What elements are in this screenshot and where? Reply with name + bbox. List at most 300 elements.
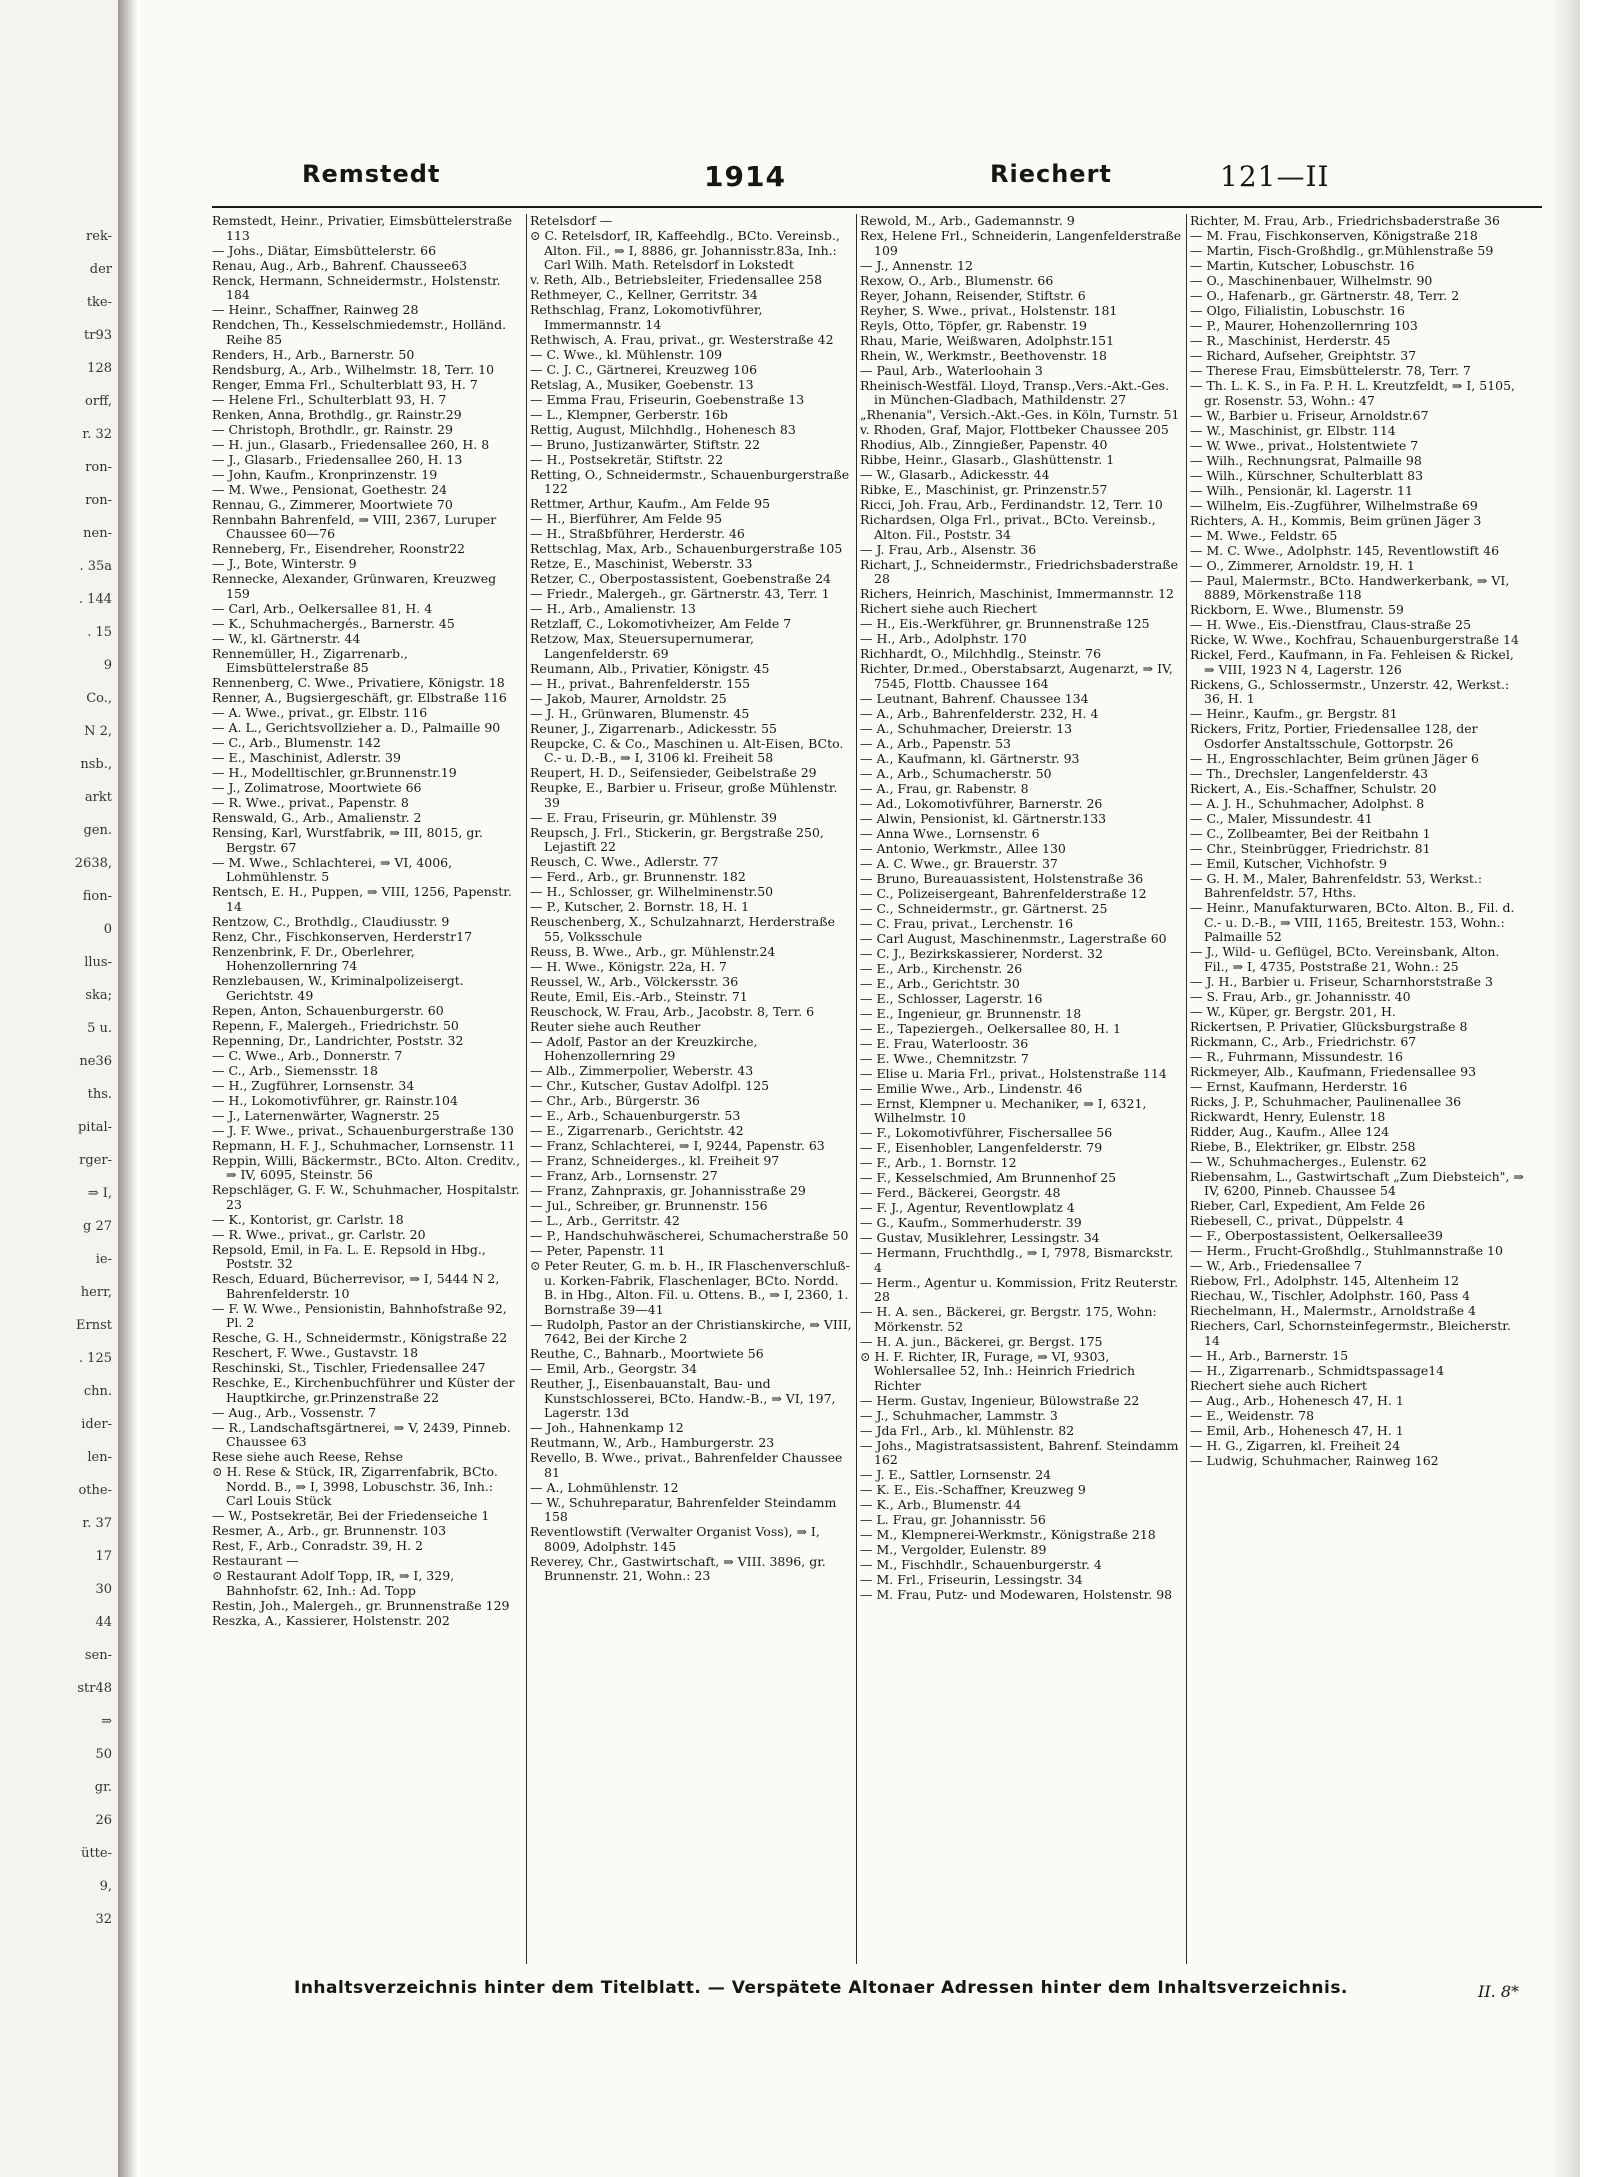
- directory-entry: Rentzow, C., Brothdlg., Claudiusstr. 9: [212, 913, 450, 929]
- directory-entry: — Adolf, Pastor an der Kreuzkirche, Hohenzollernring 29: [530, 1033, 758, 1063]
- directory-entry: Reupke, E., Barbier u. Friseur, große Mühlenstr. 39: [530, 780, 838, 810]
- directory-entry: Reuschenberg, X., Schulzahnarzt, Herderstraße 55, Volksschule: [530, 914, 835, 944]
- directory-entry: — E. Frau, Friseurin, gr. Mühlenstr. 39: [530, 809, 777, 825]
- directory-entry: — J. E., Sattler, Lornsenstr. 24: [860, 1467, 1052, 1482]
- directory-entry: Rennecke, Alexander, Grünwaren, Kreuzweg 159: [212, 571, 497, 601]
- directory-entry: — W., Postsekretär, Bei der Friedenseiche 1: [212, 1508, 490, 1523]
- directory-entry: — Christoph, Brothdlr., gr. Rainstr. 29: [212, 421, 453, 437]
- directory-entry: Retzow, Max, Steuersupernumerar, Langenfelderstr. 69: [530, 631, 754, 661]
- directory-entry: — H. A. sen., Bäckerei, gr. Bergstr. 175, Wohn: Mörkenstr. 52: [860, 1304, 1157, 1334]
- directory-entry: — W., Küper, gr. Bergstr. 201, H.: [1190, 1003, 1396, 1019]
- directory-entry: — C. Frau, privat., Lerchenstr. 16: [860, 915, 1074, 931]
- directory-entry: — C. J. C., Gärtnerei, Kreuzweg 106: [530, 361, 758, 377]
- facing-page-fragment: gen.: [83, 823, 112, 838]
- directory-entry: — Heinr., Manufakturwaren, BCto. Alton. B., Fil. d. C.- u. D.-B., ⇒ VIII, 1165, Breitestr. 153, Wohn.: Palmaille 52: [1190, 900, 1515, 944]
- directory-entry: Rickel, Ferd., Kaufmann, in Fa. Fehleisen & Rickel, ⇒ VIII, 1923 N 4, Lagerstr. 126: [1190, 647, 1514, 677]
- directory-entry: Reupert, H. D., Seifensieder, Geibelstraße 29: [530, 765, 817, 780]
- directory-entry: Reuther, J., Eisenbauanstalt, Bau- und Kunstschlosserei, BCto. Handw.-B., ⇒ VI, 197, Lagerstr. 13d: [530, 1376, 836, 1420]
- directory-entry: — J. Frau, Arb., Alsenstr. 36: [860, 541, 1037, 557]
- facing-page-fragment: r. 32: [82, 427, 112, 442]
- directory-entry: — A., Schuhmacher, Dreierstr. 13: [860, 720, 1073, 736]
- directory-entry: — H., Schlosser, gr. Wilhelminenstr.50: [530, 884, 774, 899]
- facing-page-fragment: ider-: [81, 1417, 112, 1432]
- directory-entry: Repmann, H. F. J., Schuhmacher, Lornsenstr. 11: [212, 1137, 516, 1153]
- facing-page-fragment: tr93: [84, 328, 112, 343]
- directory-entry: Reutmann, W., Arb., Hamburgerstr. 23: [530, 1435, 775, 1450]
- directory-entry: Rickmann, C., Arb., Friedrichstr. 67: [1190, 1033, 1417, 1049]
- directory-entry: — Chr., Kutscher, Gustav Adolfpl. 125: [530, 1078, 770, 1093]
- directory-entry: — J., Bote, Winterstr. 9: [212, 556, 357, 571]
- directory-entry: — C., Maler, Missundestr. 41: [1190, 810, 1373, 826]
- directory-entry: Richter, M. Frau, Arb., Friedrichsbaderstraße 36: [1190, 214, 1501, 228]
- directory-entry: — Jul., Schreiber, gr. Brunnenstr. 156: [530, 1198, 768, 1213]
- directory-entry: Riechers, Carl, Schornsteinfegermstr., Bleicherstr. 14: [1190, 1318, 1511, 1348]
- directory-entry: — H., privat., Bahrenfelderstr. 155: [530, 675, 751, 691]
- directory-entry: Reute, Emil, Eis.-Arb., Steinstr. 71: [530, 988, 748, 1004]
- facing-page-fragment: str48: [77, 1681, 112, 1696]
- directory-entry: Riebe, B., Elektriker, gr. Elbstr. 258: [1190, 1138, 1416, 1154]
- directory-entry: — F., Oberpostassistent, Oelkersallee39: [1190, 1228, 1443, 1243]
- directory-entry: Richhardt, O., Milchhdlg., Steinstr. 76: [860, 646, 1102, 661]
- header-rule: [212, 206, 1542, 208]
- directory-entry: Reuss, B. Wwe., Arb., gr. Mühlenstr.24: [530, 943, 776, 959]
- directory-entry: Rickert, A., Eis.-Schaffner, Schulstr. 20: [1190, 780, 1437, 796]
- directory-entry: — H., Bierführer, Am Felde 95: [530, 511, 723, 526]
- directory-entry: — Emil, Kutscher, Vichhofstr. 9: [1190, 855, 1387, 871]
- column-divider: [526, 214, 527, 1964]
- directory-entry: — K., Schuhmachergés., Barnerstr. 45: [212, 615, 455, 631]
- facing-page-fragment: der: [89, 262, 112, 277]
- running-head-first-entry: Remstedt: [302, 160, 441, 188]
- directory-entry: — H. A. jun., Bäckerei, gr. Bergst. 175: [860, 1333, 1103, 1349]
- directory-entry: — Wilhelm, Eis.-Zugführer, Wilhelmstraße 69: [1190, 497, 1478, 513]
- directory-entry: Riechelmann, H., Malermstr., Arnoldstraße 4: [1190, 1303, 1476, 1318]
- directory-entry: ⊙ C. Retelsdorf, IR, Kaffeehdlg., BCto. Vereinsb., Alton. Fil., ⇒ I, 8886, gr. Johannisstr.83a, Inh.: Carl Wilh. Math. Retelsdorf in Lokstedt: [530, 228, 840, 272]
- directory-entry: Richardsen, Olga Frl., privat., BCto. Vereinsb., Alton. Fil., Poststr. 34: [860, 512, 1156, 542]
- directory-entry: — Ernst, Kaufmann, Herderstr. 16: [1190, 1078, 1408, 1094]
- directory-entry: Rest, F., Arb., Conradstr. 39, H. 2: [212, 1538, 423, 1553]
- facing-page-fragment: r. 37: [82, 1516, 112, 1531]
- column-1: [212, 214, 522, 1974]
- directory-entry: Rennemüller, H., Zigarrenarb., Eimsbüttelerstraße 85: [212, 645, 408, 675]
- directory-entry: — W., Maschinist, gr. Elbstr. 114: [1190, 422, 1396, 438]
- directory-entry: — G., Kaufm., Sommerhuderstr. 39: [860, 1215, 1082, 1230]
- facing-page-fragment: rger-: [79, 1153, 112, 1168]
- directory-entry: Reschinski, St., Tischler, Friedensallee 247: [212, 1360, 486, 1375]
- directory-entry: v. Rhoden, Graf, Major, Flottbeker Chaussee 205: [860, 422, 1169, 437]
- facing-page-fragment: chn.: [83, 1384, 112, 1399]
- directory-entry: — E., Schlosser, Lagerstr. 16: [860, 990, 1043, 1006]
- directory-entry: — J. F. Wwe., privat., Schauenburgerstraße 130: [212, 1122, 514, 1138]
- directory-entry: Rhodius, Alb., Zinngießer, Papenstr. 40: [860, 437, 1108, 452]
- directory-entry: ⊙ Restaurant Adolf Topp, IR, ⇒ I, 329, Bahnhofstr. 62, Inh.: Ad. Topp: [212, 1568, 455, 1598]
- directory-entry: — Bruno, Justizanwärter, Stiftstr. 22: [530, 436, 761, 452]
- facing-page-fragment: ütte-: [81, 1846, 112, 1861]
- directory-entry: — Th., Drechsler, Langenfelderstr. 43: [1190, 765, 1429, 781]
- directory-entry: — M., Vergolder, Eulenstr. 89: [860, 1542, 1047, 1557]
- directory-entry: — J., Zolimatrose, Moortwiete 66: [212, 780, 422, 795]
- directory-entry: — Richard, Aufseher, Greiphtstr. 37: [1190, 348, 1417, 363]
- directory-entry: — J., Schuhmacher, Lammstr. 3: [860, 1407, 1058, 1423]
- directory-entry: — Martin, Kutscher, Lobuschstr. 16: [1190, 258, 1415, 273]
- directory-entry: — Chr., Steinbrügger, Friedrichstr. 81: [1190, 840, 1431, 856]
- directory-entry: — Carl, Arb., Oelkersallee 81, H. 4: [212, 600, 433, 616]
- directory-entry: Riechert siehe auch Richert: [1190, 1377, 1367, 1393]
- directory-entry: Ridder, Aug., Kaufm., Allee 124: [1190, 1123, 1390, 1139]
- facing-page-fragment: Co.,: [86, 691, 112, 706]
- directory-entry: — Ludwig, Schuhmacher, Rainweg 162: [1190, 1452, 1439, 1468]
- directory-entry: — A. Wwe., privat., gr. Elbstr. 116: [212, 705, 428, 720]
- directory-entry: Restin, Joh., Malergeh., gr. Brunnenstraße 129: [212, 1597, 510, 1613]
- directory-entry: — O., Hafenarb., gr. Gärtnerstr. 48, Terr. 2: [1190, 288, 1460, 303]
- directory-entry: Renzenbrink, F. Dr., Oberlehrer, Hohenzollernring 74: [212, 943, 415, 973]
- directory-entry: — E., Maschinist, Adlerstr. 39: [212, 750, 401, 765]
- directory-entry: — Franz, Schlachterei, ⇒ I, 9244, Papenstr. 63: [530, 1138, 825, 1153]
- directory-entry: Rethwisch, A. Frau, privat., gr. Westerstraße 42: [530, 331, 834, 347]
- directory-entry: — Paul, Malermstr., BCto. Handwerkerbank, ⇒ VI, 8889, Mörkenstraße 118: [1190, 572, 1510, 602]
- facing-page-fragment: Ernst: [76, 1318, 112, 1333]
- facing-page-fragment: 9: [103, 658, 112, 673]
- directory-entry: Renger, Emma Frl., Schulterblatt 93, H. 7: [212, 376, 478, 392]
- directory-entry: Riebesell, C., privat., Düppelstr. 4: [1190, 1213, 1404, 1228]
- facing-page-fragment: fion-: [82, 889, 112, 904]
- directory-entry: — Johs., Magistratsassistent, Bahrenf. Steindamm 162: [860, 1437, 1179, 1467]
- facing-page-fragment: gr.: [94, 1780, 112, 1795]
- directory-entry: Richart, J., Schneidermstr., Friedrichsbaderstraße 28: [860, 556, 1178, 586]
- directory-entry: Repsold, Emil, in Fa. L. E. Repsold in Hbg., Poststr. 32: [212, 1241, 486, 1271]
- directory-entry: Rhau, Marie, Weißwaren, Adolphstr.151: [860, 332, 1115, 348]
- directory-entry: — E. Wwe., Chemnitzstr. 7: [860, 1050, 1029, 1066]
- directory-entry: — C. Wwe., Arb., Donnerstr. 7: [212, 1047, 403, 1063]
- directory-entry: Reyer, Johann, Reisender, Stiftstr. 6: [860, 287, 1086, 303]
- directory-entry: Reumann, Alb., Privatier, Königstr. 45: [530, 660, 770, 676]
- directory-entry: Renner, A., Bugsiergeschäft, gr. Elbstraße 116: [212, 690, 507, 705]
- directory-entry: — Bruno, Bureauassistent, Holstenstraße 36: [860, 870, 1144, 886]
- directory-entry: ⊙ Peter Reuter, G. m. b. H., IR Flaschenverschluß- u. Korken-Fabrik, Flaschenlager, BCto. Nordd. B. in Hbg., Alton. Fil. u. Ottens. B., ⇒ I, 2360, 1. Bornstraße 39—41: [530, 1258, 850, 1317]
- directory-entry: Renken, Anna, Brothdlg., gr. Rainstr.29: [212, 406, 462, 422]
- directory-entry: Ribbe, Heinr., Glasarb., Glashüttenstr. 1: [860, 452, 1115, 467]
- directory-entry: Rickertsen, P. Privatier, Glücksburgstraße 8: [1190, 1018, 1468, 1034]
- directory-entry: Retzer, C., Oberpostassistent, Goebenstraße 24: [530, 571, 831, 586]
- directory-entry: — H. Wwe., Eis.-Dienstfrau, Claus-straße 25: [1190, 617, 1472, 632]
- directory-entry: Richters, A. H., Kommis, Beim grünen Jäger 3: [1190, 512, 1482, 528]
- directory-entry: — Rudolph, Pastor an der Christianskirche, ⇒ VIII, 7642, Bei der Kirche 2: [530, 1316, 852, 1346]
- directory-entry: — Jda Frl., Arb., kl. Mühlenstr. 82: [860, 1422, 1075, 1438]
- directory-entry: — E., Arb., Schauenburgerstr. 53: [530, 1108, 741, 1123]
- directory-entry: Riebensahm, L., Gastwirtschaft „Zum Diebsteich", ⇒ IV, 6200, Pinneb. Chaussee 54: [1190, 1168, 1524, 1198]
- facing-page-fragment: 0: [103, 922, 112, 937]
- directory-entry: Remstedt, Heinr., Privatier, Eimsbüttelerstraße 113: [212, 214, 513, 243]
- directory-entry: — F., Eisenhobler, Langenfelderstr. 79: [860, 1140, 1103, 1155]
- directory-entry: — H., Arb., Amalienstr. 13: [530, 601, 696, 616]
- directory-entry: Retslag, A., Musiker, Goebenstr. 13: [530, 376, 754, 392]
- directory-entry: — E., Arb., Kirchenstr. 26: [860, 960, 1023, 976]
- directory-entry: Rethschlag, Franz, Lokomotivführer, Immermannstr. 14: [530, 302, 763, 332]
- directory-entry: Reuter siehe auch Reuther: [530, 1018, 701, 1034]
- directory-entry: — Herm. Gustav, Ingenieur, Bülowstraße 22: [860, 1392, 1140, 1408]
- directory-entry: — K. E., Eis.-Schaffner, Kreuzweg 9: [860, 1482, 1086, 1497]
- directory-entry: Reupsch, J. Frl., Stickerin, gr. Bergstraße 250, Lejastift 22: [530, 824, 824, 854]
- directory-entry: — J., Annenstr. 12: [860, 257, 973, 273]
- directory-entry: — Anna Wwe., Lornsenstr. 6: [860, 825, 1040, 841]
- column-2: [530, 214, 852, 1974]
- directory-entry: — Alb., Zimmerpolier, Weberstr. 43: [530, 1063, 754, 1078]
- directory-entry: Resmer, A., Arb., gr. Brunnenstr. 103: [212, 1523, 447, 1538]
- directory-entry: — Ad., Lokomotivführer, Barnerstr. 26: [860, 795, 1103, 811]
- directory-entry: Rheinisch-Westfäl. Lloyd, Transp.,Vers.-Akt.-Ges. in München-Gladbach, Mathildenstr. 27: [860, 377, 1170, 407]
- directory-entry: — H., Modelltischler, gr.Brunnenstr.19: [212, 765, 457, 780]
- directory-entry: — C. J., Bezirkskassierer, Norderst. 32: [860, 945, 1103, 961]
- directory-entry: Rese siehe auch Reese, Rehse: [212, 1449, 403, 1464]
- directory-entry: Rensing, Karl, Wurstfabrik, ⇒ III, 8015, gr. Bergstr. 67: [212, 825, 483, 855]
- directory-entry: — O., Zimmerer, Arnoldstr. 19, H. 1: [1190, 557, 1415, 573]
- facing-page-fragment: . 35a: [79, 559, 112, 574]
- facing-page-fragment: arkt: [84, 790, 112, 805]
- facing-page-fragment: len-: [87, 1450, 112, 1465]
- facing-page-fragment: 9,: [99, 1879, 112, 1894]
- directory-entry: — R., Landschaftsgärtnerei, ⇒ V, 2439, Pinneb. Chaussee 63: [212, 1419, 511, 1449]
- directory-entry: — Carl August, Maschinenmstr., Lagerstraße 60: [860, 930, 1167, 946]
- directory-entry: — M. Frau, Putz- und Modewaren, Holstenstr. 98: [860, 1587, 1173, 1602]
- directory-entry: — R., Fuhrmann, Missundestr. 16: [1190, 1048, 1403, 1064]
- facing-page-fragment: ron-: [85, 493, 112, 508]
- directory-entry: Resch, Eduard, Bücherrevisor, ⇒ I, 5444 N 2, Bahrenfelderstr. 10: [212, 1271, 500, 1301]
- directory-entry: — H. G., Zigarren, kl. Freiheit 24: [1190, 1437, 1401, 1453]
- directory-entry: — Herm., Agentur u. Kommission, Fritz Reuterstr. 28: [860, 1274, 1179, 1304]
- directory-entry: — F., Arb., 1. Bornstr. 12: [860, 1155, 1017, 1170]
- directory-entry: Revello, B. Wwe., privat., Bahrenfelder Chaussee 81: [530, 1450, 843, 1480]
- directory-entry: — F., Lokomotivführer, Fischersallee 56: [860, 1125, 1113, 1140]
- directory-entry: — W., Barbier u. Friseur, Arnoldstr.67: [1190, 407, 1429, 423]
- facing-page-fragment: ⇒ I,: [87, 1186, 112, 1201]
- directory-entry: — J., Glasarb., Friedensallee 260, H. 13: [212, 451, 463, 467]
- directory-entry: Rettmer, Arthur, Kaufm., Am Felde 95: [530, 496, 771, 511]
- directory-entry: Renzlebausen, W., Kriminalpolizeisergt. Gerichtstr. 49: [212, 973, 464, 1003]
- directory-entry: Resche, G. H., Schneidermstr., Königstraße 22: [212, 1330, 508, 1345]
- directory-entry: — W., kl. Gärtnerstr. 44: [212, 630, 361, 646]
- directory-entry: Reventlowstift (Verwalter Organist Voss), ⇒ I, 8009, Adolphstr. 145: [530, 1524, 820, 1554]
- facing-page-fragment: tke-: [86, 295, 112, 310]
- directory-entry: — A., Arb., Schumacherstr. 50: [860, 765, 1052, 781]
- directory-entry: — A., Frau, gr. Rabenstr. 8: [860, 780, 1029, 796]
- directory-entry: — A., Arb., Papenstr. 53: [860, 735, 1011, 751]
- facing-page-fragment: . 144: [78, 592, 112, 607]
- directory-entry: — A. J. H., Schuhmacher, Adolphst. 8: [1190, 795, 1425, 811]
- directory-entry: Retting, O., Schneidermstr., Schauenburgerstraße 122: [530, 466, 850, 496]
- directory-entry: Repschläger, G. F. W., Schuhmacher, Hospitalstr. 23: [212, 1182, 520, 1212]
- directory-entry: Rexow, O., Arb., Blumenstr. 66: [860, 272, 1054, 288]
- directory-entry: — E., Weidenstr. 78: [1190, 1407, 1315, 1423]
- facing-page-fragment: ⇒: [101, 1714, 112, 1729]
- directory-entry: — Gustav, Musiklehrer, Lessingstr. 34: [860, 1230, 1100, 1245]
- directory-entry: — J., Laternenwärter, Wagnerstr. 25: [212, 1107, 440, 1123]
- facing-page-fragment: nsb.,: [80, 757, 112, 772]
- directory-entry: Rettschlag, Max, Arb., Schauenburgerstraße 105: [530, 541, 843, 556]
- directory-entry: — M. Frl., Friseurin, Lessingstr. 34: [860, 1572, 1083, 1587]
- running-head-year: 1914: [704, 160, 786, 193]
- directory-entry: — C., Arb., Blumenstr. 142: [212, 735, 381, 750]
- directory-entry: — Heinr., Schaffner, Rainweg 28: [212, 302, 419, 317]
- directory-entry: — P., Handschuhwäscherei, Schumacherstraße 50: [530, 1228, 849, 1243]
- directory-entry: — Ferd., Arb., gr. Brunnenstr. 182: [530, 869, 746, 884]
- directory-entry: — J. H., Barbier u. Friseur, Scharnhorststraße 3: [1190, 973, 1493, 989]
- directory-entry: Reschert, F. Wwe., Gustavstr. 18: [212, 1345, 419, 1360]
- directory-entry: — L., Klempner, Gerberstr. 16b: [530, 406, 728, 422]
- directory-entry: — Johs., Diätar, Eimsbüttelerstr. 66: [212, 242, 437, 258]
- directory-entry: Rickwardt, Henry, Eulenstr. 18: [1190, 1108, 1386, 1124]
- directory-entry: — C., Schneidermstr., gr. Gärtnerst. 25: [860, 900, 1108, 916]
- directory-entry: — Leutnant, Bahrenf. Chaussee 134: [860, 690, 1089, 706]
- directory-entry: Rennau, G., Zimmerer, Moortwiete 70: [212, 496, 453, 512]
- facing-page-fragment: rek-: [86, 229, 112, 244]
- directory-entry: — Jakob, Maurer, Arnoldstr. 25: [530, 690, 727, 706]
- footer-note: Inhaltsverzeichnis hinter dem Titelblatt. — Verspätete Altonaer Adressen hinter dem Inhaltsverzeichnis.: [294, 1978, 1348, 1998]
- facing-page-fragment: pital-: [77, 1120, 112, 1135]
- directory-entry: Reupcke, C. & Co., Maschinen u. Alt-Eisen, BCto. C.- u. D.-B., ⇒ I, 3106 kl. Freiheit 58: [530, 735, 844, 765]
- facing-page-fragment: ths.: [87, 1087, 112, 1102]
- sheet-signature: II. 8*: [1478, 1982, 1519, 2001]
- directory-entry: — H., Zugführer, Lornsenstr. 34: [212, 1077, 415, 1093]
- facing-page-fragment: ie-: [95, 1252, 112, 1267]
- directory-entry: — C. Wwe., kl. Mühlenstr. 109: [530, 346, 723, 362]
- directory-entry: — M., Klempnerei-Werkmstr., Königstraße 218: [860, 1527, 1156, 1542]
- directory-entry: Restaurant —: [212, 1553, 299, 1568]
- directory-entry: Renders, H., Arb., Barnerstr. 50: [212, 346, 415, 362]
- directory-entry: — Chr., Arb., Bürgerstr. 36: [530, 1093, 701, 1108]
- facing-page-fragment: 17: [95, 1549, 112, 1564]
- facing-page-fragment: orff,: [85, 394, 112, 409]
- directory-entry: — E., Ingenieur, gr. Brunnenstr. 18: [860, 1005, 1082, 1021]
- directory-entry: Repenning, Dr., Landrichter, Poststr. 32: [212, 1032, 464, 1048]
- directory-entry: — W., Schuhreparatur, Bahrenfelder Steindamm 158: [530, 1494, 837, 1524]
- directory-entry: Rennenberg, C. Wwe., Privatiere, Königstr. 18: [212, 675, 505, 690]
- directory-entry: — H., Postsekretär, Stiftstr. 22: [530, 451, 724, 467]
- directory-entry: Renck, Hermann, Schneidermstr., Holstenstr. 184: [212, 272, 501, 302]
- directory-entry: Reuthe, C., Bahnarb., Moortwiete 56: [530, 1346, 764, 1361]
- directory-entry: Richter, Dr.med., Oberstabsarzt, Augenarzt, ⇒ IV, 7545, Flottb. Chaussee 164: [860, 661, 1173, 691]
- directory-entry: — R. Wwe., privat., gr. Carlstr. 20: [212, 1226, 426, 1242]
- directory-entry: — E., Arb., Gerichtstr. 30: [860, 975, 1020, 991]
- directory-entry: — A., Arb., Bahrenfelderstr. 232, H. 4: [860, 705, 1099, 721]
- directory-entry: — Therese Frau, Eimsbüttelerstr. 78, Terr. 7: [1190, 363, 1471, 378]
- directory-entry: — W., Arb., Friedensallee 7: [1190, 1258, 1363, 1273]
- directory-entry: — H., Zigarrenarb., Schmidtspassage14: [1190, 1362, 1445, 1378]
- book-gutter: [118, 0, 138, 2177]
- directory-entry: Rickens, G., Schlossermstr., Unzerstr. 42, Werkst.: 36, H. 1: [1190, 676, 1510, 706]
- directory-entry: Renneberg, Fr., Eisendreher, Roonstr22: [212, 541, 466, 556]
- column-4: [1190, 214, 1525, 1974]
- directory-entry: — Paul, Arb., Waterloohain 3: [860, 362, 1043, 378]
- facing-page-fragment: nen-: [83, 526, 112, 541]
- directory-entry: — Emil, Arb., Georgstr. 34: [530, 1361, 698, 1376]
- directory-entry: — K., Kontorist, gr. Carlstr. 18: [212, 1211, 404, 1227]
- directory-entry: — M. Wwe., Feldstr. 65: [1190, 527, 1338, 543]
- directory-entry: — L. Frau, gr. Johannisstr. 56: [860, 1512, 1046, 1527]
- facing-page-fragment: 26: [95, 1813, 112, 1828]
- directory-entry: Rethmeyer, C., Kellner, Gerritstr. 34: [530, 287, 758, 302]
- directory-entry: — Herm., Frucht-Großhdlg., Stuhlmannstraße 10: [1190, 1243, 1503, 1258]
- directory-entry: — R. Wwe., privat., Papenstr. 8: [212, 795, 409, 810]
- directory-entry: — Emilie Wwe., Arb., Lindenstr. 46: [860, 1080, 1083, 1096]
- facing-page-fragment: . 15: [87, 625, 112, 640]
- directory-entry: — John, Kaufm., Kronprinzenstr. 19: [212, 466, 438, 482]
- directory-entry: — M. C. Wwe., Adolphstr. 145, Reventlowstift 46: [1190, 542, 1500, 558]
- directory-entry: Reyls, Otto, Töpfer, gr. Rabenstr. 19: [860, 317, 1087, 333]
- directory-entry: Ricci, Joh. Frau, Arb., Ferdinandstr. 12, Terr. 10: [860, 497, 1163, 512]
- directory-entry: — Joh., Hahnenkamp 12: [530, 1420, 684, 1435]
- directory-entry: Reussel, W., Arb., Völckersstr. 36: [530, 973, 739, 989]
- directory-entry: — P., Kutscher, 2. Bornstr. 18, H. 1: [530, 899, 750, 914]
- directory-entry: — E. Frau, Waterloostr. 36: [860, 1035, 1029, 1051]
- facing-page-fragment: 30: [95, 1582, 112, 1597]
- directory-entry: — Aug., Arb., Hohenesch 47, H. 1: [1190, 1392, 1404, 1408]
- facing-page-fragment: 128: [87, 361, 112, 376]
- directory-entry: — L., Arb., Gerritstr. 42: [530, 1213, 680, 1228]
- page-right-edge: [1552, 0, 1580, 2177]
- directory-entry: Reyher, S. Wwe., privat., Holstenstr. 181: [860, 302, 1118, 318]
- facing-page-fragment: 44: [95, 1615, 112, 1630]
- directory-entry: ⊙ H. F. Richter, IR, Furage, ⇒ VI, 9303, Wohlersallee 52, Inh.: Heinrich Friedrich Richter: [860, 1348, 1136, 1393]
- directory-entry: — C., Zollbeamter, Bei der Reitbahn 1: [1190, 825, 1431, 841]
- directory-entry: Rex, Helene Frl., Schneiderin, Langenfelderstraße 109: [860, 228, 1182, 258]
- directory-entry: Rettig, August, Milchhdlg., Hohenesch 83: [530, 421, 796, 437]
- facing-page-fragment: N 2,: [84, 724, 112, 739]
- directory-entry: Renswald, G., Arb., Amalienstr. 2: [212, 810, 422, 825]
- directory-entry: — C., Arb., Siemensstr. 18: [212, 1062, 379, 1078]
- directory-entry: — Elise u. Maria Frl., privat., Holstenstraße 114: [860, 1065, 1167, 1081]
- directory-entry: Ribke, E., Maschinist, gr. Prinzenstr.57: [860, 482, 1108, 497]
- directory-entry: Richers, Heinrich, Maschinist, Immermannstr. 12: [860, 586, 1174, 601]
- directory-entry: — H., Straßbführer, Herderstr. 46: [530, 526, 745, 541]
- directory-entry: — H., Eis.-Werkführer, gr. Brunnenstraße 125: [860, 616, 1150, 631]
- directory-entry: — Olgo, Filialistin, Lobuschstr. 16: [1190, 303, 1405, 318]
- facing-page-fragment: herr,: [80, 1285, 112, 1300]
- directory-entry: Reuschock, W. Frau, Arb., Jacobstr. 8, Terr. 6: [530, 1003, 815, 1019]
- directory-entry: — A. L., Gerichtsvollzieher a. D., Palmaille 90: [212, 720, 501, 735]
- directory-entry: Reusch, C. Wwe., Adlerstr. 77: [530, 854, 719, 869]
- directory-entry: Rickmeyer, Alb., Kaufmann, Friedensallee 93: [1190, 1063, 1477, 1079]
- directory-entry: Rickers, Fritz, Portier, Friedensallee 128, der Osdorfer Anstaltsschule, Gottorpstr. 26: [1190, 721, 1478, 751]
- directory-entry: — Franz, Arb., Lornsenstr. 27: [530, 1168, 718, 1183]
- directory-entry: — Franz, Zahnpraxis, gr. Johannisstraße 29: [530, 1183, 806, 1198]
- directory-entry: Retzlaff, C., Lokomotivheizer, Am Felde 7: [530, 616, 792, 631]
- directory-entry: — A., Kaufmann, kl. Gärtnerstr. 93: [860, 750, 1080, 766]
- directory-entry: Retelsdorf —: [530, 214, 613, 228]
- directory-entry: — W., Glasarb., Adickesstr. 44: [860, 467, 1050, 482]
- directory-entry: Retze, E., Maschinist, Weberstr. 33: [530, 556, 753, 571]
- directory-entry: — Martin, Fisch-Großhdlg., gr.Mühlenstraße 59: [1190, 243, 1494, 258]
- facing-page-fragment: ron-: [85, 460, 112, 475]
- directory-entry: — P., Maurer, Hohenzollernring 103: [1190, 318, 1418, 333]
- directory-entry: — H., Engrosschlachter, Beim grünen Jäger 6: [1190, 750, 1479, 766]
- directory-entry: — H. Wwe., Königstr. 22a, H. 7: [530, 958, 727, 974]
- directory-entry: — J., Wild- u. Geflügel, BCto. Vereinsbank, Alton. Fil., ⇒ I, 4735, Poststraße 21, Wohn.: 25: [1190, 944, 1500, 974]
- facing-page-fragment: ne36: [79, 1054, 112, 1069]
- directory-entry: — Alwin, Pensionist, kl. Gärtnerstr.133: [860, 810, 1107, 826]
- directory-entry: Repen, Anton, Schauenburgerstr. 60: [212, 1002, 444, 1018]
- directory-entry: — C., Polizeisergeant, Bahrenfelderstraße 12: [860, 885, 1147, 901]
- directory-entry: — Wilh., Kürschner, Schulterblatt 83: [1190, 467, 1424, 483]
- directory-entry: Ricks, J. P., Schuhmacher, Paulinenallee 36: [1190, 1093, 1462, 1109]
- directory-entry: Ricke, W. Wwe., Kochfrau, Schauenburgerstraße 14: [1190, 632, 1519, 647]
- facing-page-fragment: 32: [95, 1912, 112, 1927]
- facing-page-fragment: g 27: [83, 1219, 112, 1234]
- directory-entry: — G. H. M., Maler, Bahrenfeldstr. 53, Werkst.: Bahrenfeldstr. 57, Hths.: [1190, 870, 1483, 900]
- directory-entry: — M. Wwe., Schlachterei, ⇒ VI, 4006, Lohmühlenstr. 5: [212, 854, 453, 884]
- directory-entry: Repenn, F., Malergeh., Friedrichstr. 50: [212, 1017, 459, 1033]
- directory-entry: ⊙ H. Rese & Stück, IR, Zigarrenfabrik, BCto. Nordd. B., ⇒ I, 3998, Lobuschstr. 36, Inh.: Carl Louis Stück: [212, 1464, 498, 1508]
- directory-entry: Reszka, A., Kassierer, Holstenstr. 202: [212, 1612, 450, 1628]
